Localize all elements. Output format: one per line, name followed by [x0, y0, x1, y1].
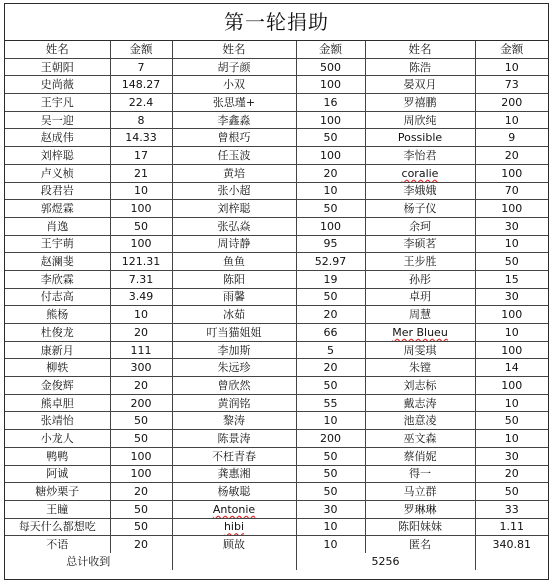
donor-name-cell: 陈浩 — [365, 58, 475, 76]
donor-name-cell: hibi — [172, 518, 296, 536]
donation-amount-cell: 20 — [110, 377, 172, 395]
donation-amount-cell: 50 — [296, 288, 365, 306]
donor-name-cell: Mer Blueu — [365, 324, 475, 342]
donation-amount-cell: 100 — [110, 200, 172, 218]
header-amount-3: 金额 — [475, 41, 548, 58]
donation-amount-cell: 15 — [475, 270, 548, 288]
donor-name-cell: 黄培 — [172, 164, 296, 182]
donor-name-cell: 朱镗 — [365, 359, 475, 377]
donation-amount-cell: 3.49 — [110, 288, 172, 306]
donation-amount-cell: 20 — [296, 164, 365, 182]
donation-amount-cell: 50 — [110, 217, 172, 235]
donor-name-cell: 胡子颜 — [172, 58, 296, 76]
table-row — [5, 377, 548, 395]
table-row — [5, 324, 548, 342]
donation-amount-cell: 50 — [296, 377, 365, 395]
donor-name-cell: 杨敏聪 — [172, 483, 296, 501]
donation-amount-cell: 200 — [110, 394, 172, 412]
donation-amount-cell: 16 — [296, 94, 365, 112]
donor-name-cell: 周雯琪 — [365, 341, 475, 359]
donor-name-cell: 匿名 — [365, 536, 475, 553]
donation-amount-cell: 20 — [110, 483, 172, 501]
donation-amount-cell: 7 — [110, 58, 172, 76]
table-row — [5, 58, 548, 76]
donor-name-cell: 曾欣然 — [172, 377, 296, 395]
donation-amount-cell: 10 — [475, 394, 548, 412]
donation-amount-cell: 50 — [110, 430, 172, 448]
donation-amount-cell: 95 — [296, 235, 365, 253]
donation-amount-cell: 10 — [475, 235, 548, 253]
donor-name-cell: 马立群 — [365, 483, 475, 501]
donor-name-cell: 糖炒栗子 — [5, 483, 110, 501]
donor-name-cell: 小双 — [172, 76, 296, 94]
donor-name-cell: 杨子仪 — [365, 200, 475, 218]
donation-amount-cell: 10 — [296, 518, 365, 536]
donor-name-cell: 熊卓胆 — [5, 394, 110, 412]
donation-amount-cell: 100 — [475, 306, 548, 324]
donor-name-cell: 蔡俏妮 — [365, 447, 475, 465]
donation-amount-cell: 19 — [296, 270, 365, 288]
donor-name-cell: 郭煜霖 — [5, 200, 110, 218]
donor-name-cell: 黎涛 — [172, 412, 296, 430]
donor-name-cell: 罗琳琳 — [365, 500, 475, 518]
donation-amount-cell: 10 — [110, 306, 172, 324]
donation-amount-cell: 14.33 — [110, 129, 172, 147]
donor-name-cell: coralie — [365, 164, 475, 182]
donor-name-cell: 李欣霖 — [5, 270, 110, 288]
donor-name-cell: 付志高 — [5, 288, 110, 306]
donation-amount-cell: 10 — [475, 111, 548, 129]
table-row — [5, 111, 548, 129]
table-row — [5, 235, 548, 253]
table-row — [5, 182, 548, 200]
donor-name-cell: 刘梓聪 — [5, 147, 110, 165]
donation-amount-cell: 10 — [296, 536, 365, 553]
donor-name-cell: 不语 — [5, 536, 110, 553]
donation-amount-cell: 50 — [296, 483, 365, 501]
donation-amount-cell: 10 — [296, 412, 365, 430]
donation-amount-cell: 50 — [296, 129, 365, 147]
donor-name-cell: 赵成伟 — [5, 129, 110, 147]
table-row — [5, 483, 548, 501]
header-name-3: 姓名 — [365, 41, 475, 58]
donation-amount-cell: 100 — [475, 341, 548, 359]
donor-name-cell: 柳轶 — [5, 359, 110, 377]
donor-name-cell: 李怡君 — [365, 147, 475, 165]
donation-table-body — [5, 41, 548, 553]
table-row — [5, 359, 548, 377]
donation-amount-cell: 300 — [110, 359, 172, 377]
table-row — [5, 76, 548, 94]
total-empty — [475, 553, 548, 570]
donation-amount-cell: 70 — [475, 182, 548, 200]
donation-amount-cell: 52.97 — [296, 253, 365, 271]
donor-name-cell: 余珂 — [365, 217, 475, 235]
donor-name-cell: 王宇萌 — [5, 235, 110, 253]
donation-amount-cell: 50 — [475, 483, 548, 501]
donor-name-cell: 鱼鱼 — [172, 253, 296, 271]
donation-amount-cell: 20 — [475, 465, 548, 483]
total-spacer — [172, 553, 296, 570]
donor-name-cell: 陈阳 — [172, 270, 296, 288]
donation-amount-cell: 121.31 — [110, 253, 172, 271]
donation-amount-cell: 100 — [475, 164, 548, 182]
donor-name-cell: 池意凌 — [365, 412, 475, 430]
donation-amount-cell: 100 — [296, 147, 365, 165]
donor-name-cell: 龚惠湘 — [172, 465, 296, 483]
donation-amount-cell: 1.11 — [475, 518, 548, 536]
donor-name-cell: 李硕茗 — [365, 235, 475, 253]
donor-name-cell: 曾根巧 — [172, 129, 296, 147]
donor-name-cell: 鸭鸭 — [5, 447, 110, 465]
donor-name-cell: 巫文森 — [365, 430, 475, 448]
donation-amount-cell: 20 — [475, 147, 548, 165]
total-value: 5256 — [296, 553, 475, 570]
donation-amount-cell: 7.31 — [110, 270, 172, 288]
donation-amount-cell: 30 — [475, 288, 548, 306]
donation-amount-cell: 100 — [110, 447, 172, 465]
table-row — [5, 500, 548, 518]
donor-name-cell: 张靖怡 — [5, 412, 110, 430]
donation-amount-cell: 100 — [475, 200, 548, 218]
table-row — [5, 129, 548, 147]
table-row — [5, 217, 548, 235]
donation-amount-cell: 55 — [296, 394, 365, 412]
donor-name-cell: 王宇凡 — [5, 94, 110, 112]
donation-amount-cell: 10 — [475, 58, 548, 76]
header-amount-2: 金额 — [296, 41, 365, 58]
donor-name-cell: 王瞳 — [5, 500, 110, 518]
donor-name-cell: 杜俊龙 — [5, 324, 110, 342]
donor-name-cell: 戴志涛 — [365, 394, 475, 412]
donor-name-cell: 刘志标 — [365, 377, 475, 395]
donation-amount-cell: 20 — [296, 359, 365, 377]
donation-amount-cell: 50 — [296, 447, 365, 465]
donation-amount-cell: 50 — [110, 500, 172, 518]
donation-amount-cell: 30 — [296, 500, 365, 518]
table-row — [5, 253, 548, 271]
donation-amount-cell: 50 — [110, 412, 172, 430]
donation-amount-cell: 200 — [475, 94, 548, 112]
table-row — [5, 147, 548, 165]
donor-name-cell: 王步胜 — [365, 253, 475, 271]
donation-amount-cell: 22.4 — [110, 94, 172, 112]
donation-amount-cell: 500 — [296, 58, 365, 76]
table-row — [5, 430, 548, 448]
donor-name-cell: 阿诚 — [5, 465, 110, 483]
donation-amount-cell: 10 — [475, 324, 548, 342]
donation-amount-cell: 30 — [475, 447, 548, 465]
donor-name-cell: 黄润铭 — [172, 394, 296, 412]
donor-name-cell: 叮当猫姐姐 — [172, 324, 296, 342]
donor-name-cell: Possible — [365, 129, 475, 147]
donation-amount-cell: 111 — [110, 341, 172, 359]
donor-name-cell: 肖逸 — [5, 217, 110, 235]
donor-name-cell: 金俊辉 — [5, 377, 110, 395]
donor-name-cell: 张思瑾+ — [172, 94, 296, 112]
donation-amount-cell: 148.27 — [110, 76, 172, 94]
donation-amount-cell: 50 — [296, 200, 365, 218]
donation-amount-cell: 17 — [110, 147, 172, 165]
header-name-2: 姓名 — [172, 41, 296, 58]
donation-amount-cell: 8 — [110, 111, 172, 129]
donor-name-cell: 小龙人 — [5, 430, 110, 448]
donor-name-cell: 不枉青春 — [172, 447, 296, 465]
donation-amount-cell: 20 — [296, 306, 365, 324]
table-row — [5, 447, 548, 465]
donor-name-cell: 雨馨 — [172, 288, 296, 306]
donor-name-cell: 顾故 — [172, 536, 296, 553]
donor-name-cell: 冰茹 — [172, 306, 296, 324]
donation-amount-cell: 20 — [110, 324, 172, 342]
donation-amount-cell: 10 — [296, 182, 365, 200]
table-row — [5, 94, 548, 112]
donor-name-cell: 晏双月 — [365, 76, 475, 94]
donor-name-cell: 孙彤 — [365, 270, 475, 288]
donation-amount-cell: 100 — [475, 377, 548, 395]
donor-name-cell: 康新月 — [5, 341, 110, 359]
donation-amount-cell: 9 — [475, 129, 548, 147]
donor-name-cell: 周诗静 — [172, 235, 296, 253]
donation-amount-cell: 21 — [110, 164, 172, 182]
donation-amount-cell: 50 — [475, 412, 548, 430]
table-header-row — [5, 41, 548, 58]
donation-amount-cell: 100 — [110, 465, 172, 483]
donation-amount-cell: 100 — [110, 235, 172, 253]
donor-name-cell: 张弘焱 — [172, 217, 296, 235]
donor-name-cell: 罗禧鹏 — [365, 94, 475, 112]
donor-name-cell: 每天什么都想吃 — [5, 518, 110, 536]
donor-name-cell: 李鑫淼 — [172, 111, 296, 129]
donation-amount-cell: 14 — [475, 359, 548, 377]
donation-amount-cell: 10 — [110, 182, 172, 200]
donor-name-cell: 周欣纯 — [365, 111, 475, 129]
total-label: 总计收到 — [5, 553, 172, 570]
table-row — [5, 412, 548, 430]
donor-name-cell: 史尚薇 — [5, 76, 110, 94]
table-row — [5, 200, 548, 218]
donor-name-cell: 段君岩 — [5, 182, 110, 200]
table-row — [5, 164, 548, 182]
donor-name-cell: 任玉波 — [172, 147, 296, 165]
donation-amount-cell: 340.81 — [475, 536, 548, 553]
donor-name-cell: 张小超 — [172, 182, 296, 200]
donation-amount-cell: 33 — [475, 500, 548, 518]
donor-name-cell: 卓玥 — [365, 288, 475, 306]
table-row — [5, 341, 548, 359]
donor-name-cell: 熊杨 — [5, 306, 110, 324]
table-row — [5, 536, 548, 553]
donation-amount-cell: 50 — [110, 518, 172, 536]
table-row — [5, 270, 548, 288]
donor-name-cell: Antonie — [172, 500, 296, 518]
table-row — [5, 306, 548, 324]
donor-name-cell: 卢义桢 — [5, 164, 110, 182]
donor-name-cell: 得一 — [365, 465, 475, 483]
donor-name-cell: 刘梓聪 — [172, 200, 296, 218]
donor-name-cell: 陈阳妹妹 — [365, 518, 475, 536]
table-row — [5, 465, 548, 483]
header-amount-1: 金额 — [110, 41, 172, 58]
donation-amount-cell: 100 — [296, 111, 365, 129]
header-name-1: 姓名 — [5, 41, 110, 58]
donation-sheet — [4, 3, 549, 580]
total-row — [5, 553, 548, 570]
donation-amount-cell: 30 — [475, 217, 548, 235]
donation-amount-cell: 66 — [296, 324, 365, 342]
donation-amount-cell: 200 — [296, 430, 365, 448]
donation-amount-cell: 50 — [475, 253, 548, 271]
donor-name-cell: 周慧 — [365, 306, 475, 324]
donor-name-cell: 吴一迎 — [5, 111, 110, 129]
donor-name-cell: 李加斯 — [172, 341, 296, 359]
donor-name-cell: 陈景涛 — [172, 430, 296, 448]
donor-name-cell: 王朝阳 — [5, 58, 110, 76]
donation-amount-cell: 100 — [296, 217, 365, 235]
table-row — [5, 518, 548, 536]
donation-table — [5, 41, 548, 570]
donation-amount-cell: 73 — [475, 76, 548, 94]
donation-amount-cell: 20 — [110, 536, 172, 553]
sheet-title: 第一轮捐助 — [5, 4, 548, 41]
donor-name-cell: 李娥娥 — [365, 182, 475, 200]
donation-amount-cell: 10 — [475, 430, 548, 448]
donor-name-cell: 赵澜斐 — [5, 253, 110, 271]
donor-name-cell: 朱远珍 — [172, 359, 296, 377]
donation-amount-cell: 100 — [296, 76, 365, 94]
donation-amount-cell: 50 — [296, 465, 365, 483]
table-row — [5, 288, 548, 306]
donation-amount-cell: 5 — [296, 341, 365, 359]
table-row — [5, 394, 548, 412]
